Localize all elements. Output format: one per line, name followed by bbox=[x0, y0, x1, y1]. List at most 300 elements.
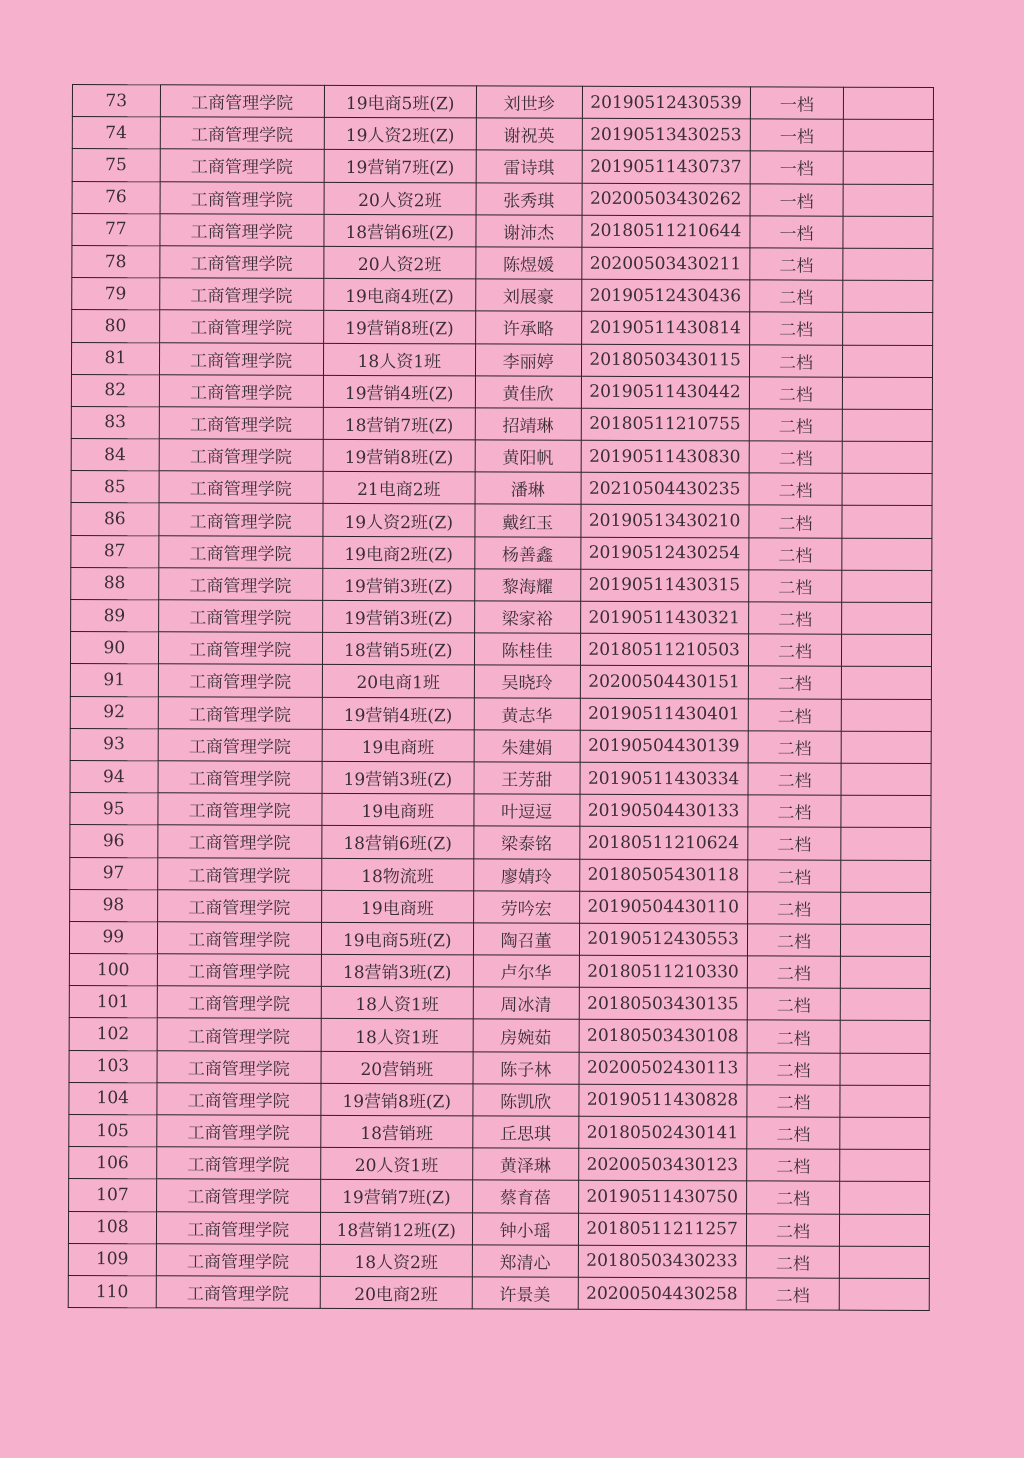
college-cell: 工商管理学院 bbox=[158, 568, 322, 601]
row-number: 74 bbox=[72, 117, 160, 149]
blank-cell bbox=[841, 956, 931, 989]
blank-cell bbox=[844, 119, 934, 152]
student-id-cell: 20190511430814 bbox=[581, 312, 749, 345]
student-name-cell: 黎海耀 bbox=[474, 569, 580, 602]
college-cell: 工商管理学院 bbox=[156, 1179, 320, 1212]
table-row bbox=[69, 954, 930, 989]
college-cell: 工商管理学院 bbox=[158, 793, 322, 826]
level-cell: 二档 bbox=[749, 312, 843, 345]
table-row bbox=[69, 1082, 930, 1117]
student-id-cell: 20200503430262 bbox=[582, 183, 750, 216]
college-cell: 工商管理学院 bbox=[159, 471, 323, 504]
class-cell: 19电商班 bbox=[322, 794, 474, 827]
row-number: 89 bbox=[71, 599, 159, 631]
student-name-cell: 丘思琪 bbox=[473, 1116, 579, 1149]
table-row bbox=[71, 374, 932, 409]
row-number: 78 bbox=[72, 245, 160, 277]
row-number: 103 bbox=[69, 1050, 157, 1082]
blank-cell bbox=[841, 892, 931, 925]
student-id-cell: 20190511430737 bbox=[582, 151, 750, 184]
class-cell: 19人资2班(Z) bbox=[324, 118, 476, 151]
student-name-cell: 招靖琳 bbox=[475, 408, 581, 441]
level-cell: 二档 bbox=[746, 1181, 840, 1214]
table-row bbox=[68, 1211, 929, 1246]
blank-cell bbox=[843, 313, 933, 346]
level-cell: 二档 bbox=[749, 280, 843, 313]
table-row bbox=[72, 213, 933, 248]
college-cell: 工商管理学院 bbox=[156, 1211, 320, 1244]
student-id-cell: 20190513430253 bbox=[582, 118, 750, 151]
college-cell: 工商管理学院 bbox=[160, 181, 324, 214]
row-number: 80 bbox=[72, 310, 160, 342]
student-name-cell: 郑清心 bbox=[472, 1245, 578, 1278]
class-cell: 19人资2班(Z) bbox=[323, 504, 475, 537]
row-number: 102 bbox=[69, 1018, 157, 1050]
level-cell: 二档 bbox=[747, 956, 841, 989]
college-cell: 工商管理学院 bbox=[160, 214, 324, 247]
level-cell: 一档 bbox=[750, 87, 844, 120]
level-cell: 二档 bbox=[748, 731, 842, 764]
class-cell: 18物流班 bbox=[321, 858, 473, 891]
student-name-cell: 劳吟宏 bbox=[473, 891, 579, 924]
table-row bbox=[71, 599, 932, 634]
college-cell: 工商管理学院 bbox=[159, 407, 323, 440]
blank-cell bbox=[840, 1053, 930, 1086]
student-name-cell: 陈煜媛 bbox=[476, 247, 582, 280]
class-cell: 20人资2班 bbox=[324, 246, 476, 279]
class-cell: 20电商1班 bbox=[322, 665, 474, 698]
student-name-cell: 梁泰铭 bbox=[474, 826, 580, 859]
student-id-cell: 20180503430135 bbox=[579, 988, 747, 1021]
blank-cell bbox=[840, 1214, 930, 1247]
student-name-cell: 雷诗琪 bbox=[476, 150, 582, 183]
table-row bbox=[70, 825, 931, 860]
level-cell: 二档 bbox=[749, 473, 843, 506]
student-name-cell: 陈凯欣 bbox=[473, 1084, 579, 1117]
table-row bbox=[69, 1050, 930, 1085]
student-id-cell: 20190504430133 bbox=[579, 794, 747, 827]
student-id-cell: 20190511430401 bbox=[580, 698, 748, 731]
blank-cell bbox=[842, 570, 932, 603]
college-cell: 工商管理学院 bbox=[159, 278, 323, 311]
row-number: 92 bbox=[70, 696, 158, 728]
student-id-cell: 20180511210624 bbox=[579, 827, 747, 860]
table-row bbox=[70, 664, 931, 699]
table-row bbox=[71, 503, 932, 538]
class-cell: 19电商班 bbox=[322, 729, 474, 762]
blank-cell bbox=[843, 377, 933, 410]
student-id-cell: 20190511430315 bbox=[580, 569, 748, 602]
college-cell: 工商管理学院 bbox=[160, 149, 324, 182]
table-row bbox=[68, 1243, 929, 1278]
student-id-cell: 20200504430151 bbox=[580, 666, 748, 699]
class-cell: 19电商4班(Z) bbox=[323, 279, 475, 312]
student-name-cell: 张秀琪 bbox=[476, 182, 582, 215]
table-row bbox=[69, 1114, 930, 1149]
class-cell: 19营销3班(Z) bbox=[322, 568, 474, 601]
level-cell: 二档 bbox=[746, 1278, 840, 1311]
student-name-cell: 戴红玉 bbox=[475, 504, 581, 537]
level-cell: 二档 bbox=[747, 988, 841, 1021]
row-number: 98 bbox=[70, 889, 158, 921]
blank-cell bbox=[840, 1246, 930, 1279]
blank-cell bbox=[843, 280, 933, 313]
student-name-cell: 吴晓玲 bbox=[474, 665, 580, 698]
student-name-cell: 叶逗逗 bbox=[474, 794, 580, 827]
level-cell: 二档 bbox=[748, 795, 842, 828]
table-row bbox=[69, 921, 930, 956]
table-row bbox=[70, 889, 931, 924]
blank-cell bbox=[843, 248, 933, 281]
student-id-cell: 20190511430830 bbox=[581, 440, 749, 473]
student-name-cell: 蔡育蓓 bbox=[472, 1180, 578, 1213]
student-name-cell: 陈子林 bbox=[473, 1052, 579, 1085]
student-id-cell: 20180505430118 bbox=[579, 859, 747, 892]
blank-cell bbox=[841, 795, 931, 828]
student-id-cell: 20200504430258 bbox=[578, 1277, 746, 1310]
blank-cell bbox=[841, 924, 931, 957]
level-cell: 二档 bbox=[749, 505, 843, 538]
student-id-cell: 20190512430254 bbox=[580, 537, 748, 570]
table-row bbox=[71, 342, 932, 377]
student-name-cell: 钟小瑶 bbox=[472, 1212, 578, 1245]
student-id-cell: 20180511210330 bbox=[579, 955, 747, 988]
level-cell: 二档 bbox=[749, 537, 843, 570]
class-cell: 18人资2班 bbox=[320, 1244, 472, 1277]
table-row bbox=[69, 1147, 930, 1182]
table-row bbox=[69, 986, 930, 1021]
level-cell: 二档 bbox=[746, 1213, 840, 1246]
row-number: 84 bbox=[71, 439, 159, 471]
table-row bbox=[69, 1179, 930, 1214]
table-row bbox=[70, 696, 931, 731]
class-cell: 20营销班 bbox=[321, 1051, 473, 1084]
table-row bbox=[72, 149, 933, 184]
row-number: 77 bbox=[72, 213, 160, 245]
row-number: 106 bbox=[69, 1147, 157, 1179]
row-number: 104 bbox=[69, 1082, 157, 1114]
blank-cell bbox=[841, 763, 931, 796]
blank-cell bbox=[841, 828, 931, 861]
level-cell: 二档 bbox=[747, 1085, 841, 1118]
blank-cell bbox=[841, 731, 931, 764]
student-name-cell: 陈桂佳 bbox=[474, 633, 580, 666]
student-name-cell: 卢尔华 bbox=[473, 955, 579, 988]
blank-cell bbox=[842, 441, 932, 474]
student-name-cell: 黄泽琳 bbox=[472, 1148, 578, 1181]
college-cell: 工商管理学院 bbox=[157, 825, 321, 858]
class-cell: 20电商2班 bbox=[320, 1276, 472, 1309]
blank-cell bbox=[842, 506, 932, 539]
college-cell: 工商管理学院 bbox=[157, 889, 321, 922]
student-id-cell: 20190504430110 bbox=[579, 891, 747, 924]
table-row bbox=[70, 728, 931, 763]
student-name-cell: 刘展豪 bbox=[476, 279, 582, 312]
table-row bbox=[71, 406, 932, 441]
level-cell: 二档 bbox=[748, 763, 842, 796]
level-cell: 一档 bbox=[750, 119, 844, 152]
college-cell: 工商管理学院 bbox=[157, 1050, 321, 1083]
student-roster-table bbox=[68, 84, 934, 1311]
table-row bbox=[71, 439, 932, 474]
blank-cell bbox=[840, 1021, 930, 1054]
student-name-cell: 谢祝英 bbox=[476, 118, 582, 151]
table-row bbox=[72, 310, 933, 345]
student-id-cell: 20190511430828 bbox=[578, 1084, 746, 1117]
college-cell: 工商管理学院 bbox=[159, 503, 323, 536]
student-id-cell: 20180511210644 bbox=[581, 215, 749, 248]
row-number: 105 bbox=[69, 1114, 157, 1146]
table-row bbox=[72, 278, 933, 313]
table-row bbox=[72, 85, 933, 120]
college-cell: 工商管理学院 bbox=[156, 1147, 320, 1180]
row-number: 75 bbox=[72, 149, 160, 181]
student-id-cell: 20190511430334 bbox=[580, 762, 748, 795]
student-id-cell: 20180503430115 bbox=[581, 344, 749, 377]
table-row bbox=[72, 181, 933, 216]
student-id-cell: 20200502430113 bbox=[579, 1052, 747, 1085]
level-cell: 二档 bbox=[749, 409, 843, 442]
blank-cell bbox=[840, 1182, 930, 1215]
college-cell: 工商管理学院 bbox=[159, 374, 323, 407]
student-name-cell: 黄佳欣 bbox=[475, 376, 581, 409]
blank-cell bbox=[842, 699, 932, 732]
row-number: 73 bbox=[72, 85, 160, 117]
student-id-cell: 20190513430210 bbox=[580, 505, 748, 538]
row-number: 88 bbox=[71, 567, 159, 599]
student-name-cell: 房婉茹 bbox=[473, 1019, 579, 1052]
class-cell: 19营销4班(Z) bbox=[322, 697, 474, 730]
college-cell: 工商管理学院 bbox=[158, 664, 322, 697]
row-number: 93 bbox=[70, 728, 158, 760]
student-id-cell: 20190511430750 bbox=[578, 1181, 746, 1214]
blank-cell bbox=[844, 87, 934, 120]
level-cell: 二档 bbox=[747, 1052, 841, 1085]
table-row bbox=[70, 760, 931, 795]
student-name-cell: 梁家裕 bbox=[474, 601, 580, 634]
table-row bbox=[69, 1018, 930, 1053]
college-cell: 工商管理学院 bbox=[160, 117, 324, 150]
row-number: 87 bbox=[71, 535, 159, 567]
table-row bbox=[72, 117, 933, 152]
blank-cell bbox=[840, 1149, 930, 1182]
student-id-cell: 20190511430321 bbox=[580, 601, 748, 634]
class-cell: 18营销6班(Z) bbox=[324, 214, 476, 247]
class-cell: 18营销班 bbox=[321, 1115, 473, 1148]
student-id-cell: 20190504430139 bbox=[580, 730, 748, 763]
row-number: 97 bbox=[70, 857, 158, 889]
class-cell: 18人资1班 bbox=[321, 987, 473, 1020]
college-cell: 工商管理学院 bbox=[156, 1115, 320, 1148]
level-cell: 二档 bbox=[748, 827, 842, 860]
college-cell: 工商管理学院 bbox=[158, 729, 322, 762]
student-name-cell: 黄阳帆 bbox=[475, 440, 581, 473]
table-row bbox=[71, 471, 932, 506]
blank-cell bbox=[843, 345, 933, 378]
blank-cell bbox=[842, 538, 932, 571]
college-cell: 工商管理学院 bbox=[157, 922, 321, 955]
student-name-cell: 潘琳 bbox=[475, 472, 581, 505]
student-name-cell: 王芳甜 bbox=[474, 762, 580, 795]
row-number: 109 bbox=[68, 1243, 156, 1275]
blank-cell bbox=[843, 184, 933, 217]
class-cell: 19电商2班(Z) bbox=[323, 536, 475, 569]
level-cell: 一档 bbox=[750, 151, 844, 184]
table-row bbox=[68, 1275, 929, 1310]
level-cell: 二档 bbox=[746, 1149, 840, 1182]
row-number: 91 bbox=[70, 664, 158, 696]
class-cell: 19营销4班(Z) bbox=[323, 375, 475, 408]
blank-cell bbox=[841, 988, 931, 1021]
college-cell: 工商管理学院 bbox=[157, 986, 321, 1019]
level-cell: 二档 bbox=[749, 441, 843, 474]
row-number: 82 bbox=[71, 374, 159, 406]
level-cell: 二档 bbox=[747, 924, 841, 957]
class-cell: 18营销3班(Z) bbox=[321, 954, 473, 987]
row-number: 110 bbox=[68, 1275, 156, 1307]
class-cell: 18人资1班 bbox=[323, 343, 475, 376]
table-row bbox=[70, 632, 931, 667]
level-cell: 一档 bbox=[750, 183, 844, 216]
student-id-cell: 20180503430233 bbox=[578, 1245, 746, 1278]
row-number: 90 bbox=[70, 632, 158, 664]
row-number: 76 bbox=[72, 181, 160, 213]
college-cell: 工商管理学院 bbox=[159, 439, 323, 472]
student-name-cell: 许承略 bbox=[475, 311, 581, 344]
row-number: 101 bbox=[69, 986, 157, 1018]
class-cell: 21电商2班 bbox=[323, 472, 475, 505]
college-cell: 工商管理学院 bbox=[157, 1018, 321, 1051]
level-cell: 二档 bbox=[748, 666, 842, 699]
class-cell: 19营销8班(Z) bbox=[323, 311, 475, 344]
student-id-cell: 20200503430123 bbox=[578, 1148, 746, 1181]
student-id-cell: 20180503430108 bbox=[579, 1020, 747, 1053]
class-cell: 18营销7班(Z) bbox=[323, 407, 475, 440]
blank-cell bbox=[840, 1117, 930, 1150]
blank-cell bbox=[842, 602, 932, 635]
class-cell: 19营销3班(Z) bbox=[322, 761, 474, 794]
level-cell: 二档 bbox=[750, 248, 844, 281]
blank-cell bbox=[842, 634, 932, 667]
class-cell: 20人资2班 bbox=[324, 182, 476, 215]
college-cell: 工商管理学院 bbox=[158, 696, 322, 729]
blank-cell bbox=[840, 1278, 930, 1311]
table-row bbox=[71, 567, 932, 602]
level-cell: 二档 bbox=[749, 377, 843, 410]
class-cell: 20人资1班 bbox=[320, 1148, 472, 1181]
table-row bbox=[70, 857, 931, 892]
student-name-cell: 周冰清 bbox=[473, 987, 579, 1020]
blank-cell bbox=[841, 860, 931, 893]
class-cell: 19营销7班(Z) bbox=[320, 1180, 472, 1213]
student-id-cell: 20200503430211 bbox=[581, 247, 749, 280]
student-id-cell: 20190511430442 bbox=[581, 376, 749, 409]
table-row bbox=[70, 793, 931, 828]
college-cell: 工商管理学院 bbox=[159, 310, 323, 343]
college-cell: 工商管理学院 bbox=[159, 246, 323, 279]
blank-cell bbox=[842, 667, 932, 700]
class-cell: 18营销12班(Z) bbox=[320, 1212, 472, 1245]
class-cell: 19营销7班(Z) bbox=[324, 150, 476, 183]
student-id-cell: 20190512430539 bbox=[582, 86, 750, 119]
row-number: 108 bbox=[68, 1211, 156, 1243]
blank-cell bbox=[840, 1085, 930, 1118]
class-cell: 18营销6班(Z) bbox=[322, 826, 474, 859]
blank-cell bbox=[843, 216, 933, 249]
level-cell: 二档 bbox=[748, 634, 842, 667]
row-number: 85 bbox=[71, 471, 159, 503]
student-id-cell: 20180511211257 bbox=[578, 1213, 746, 1246]
student-name-cell: 杨善鑫 bbox=[475, 537, 581, 570]
college-cell: 工商管理学院 bbox=[157, 1083, 321, 1116]
college-cell: 工商管理学院 bbox=[156, 1276, 320, 1309]
class-cell: 19营销8班(Z) bbox=[323, 439, 475, 472]
student-id-cell: 20180511210755 bbox=[581, 408, 749, 441]
college-cell: 工商管理学院 bbox=[158, 632, 322, 665]
college-cell: 工商管理学院 bbox=[160, 85, 324, 118]
level-cell: 二档 bbox=[746, 1117, 840, 1150]
row-number: 100 bbox=[69, 954, 157, 986]
level-cell: 二档 bbox=[749, 344, 843, 377]
student-id-cell: 20190512430436 bbox=[581, 279, 749, 312]
college-cell: 工商管理学院 bbox=[157, 857, 321, 890]
blank-cell bbox=[843, 409, 933, 442]
table-row bbox=[72, 245, 933, 280]
class-cell: 18人资1班 bbox=[321, 1019, 473, 1052]
student-name-cell: 黄志华 bbox=[474, 697, 580, 730]
level-cell: 二档 bbox=[747, 892, 841, 925]
student-id-cell: 20190512430553 bbox=[579, 923, 747, 956]
class-cell: 19电商5班(Z) bbox=[324, 85, 476, 118]
row-number: 96 bbox=[70, 825, 158, 857]
row-number: 95 bbox=[70, 793, 158, 825]
class-cell: 19电商班 bbox=[321, 890, 473, 923]
student-name-cell: 朱建娟 bbox=[474, 730, 580, 763]
class-cell: 19营销3班(Z) bbox=[322, 600, 474, 633]
roster-body bbox=[68, 85, 933, 1311]
college-cell: 工商管理学院 bbox=[158, 600, 322, 633]
level-cell: 二档 bbox=[746, 1246, 840, 1279]
row-number: 83 bbox=[71, 406, 159, 438]
college-cell: 工商管理学院 bbox=[156, 1244, 320, 1277]
level-cell: 二档 bbox=[747, 1020, 841, 1053]
level-cell: 一档 bbox=[750, 216, 844, 249]
student-name-cell: 廖婧玲 bbox=[473, 858, 579, 891]
student-name-cell: 李丽婷 bbox=[475, 343, 581, 376]
class-cell: 19电商5班(Z) bbox=[321, 922, 473, 955]
student-id-cell: 20180511210503 bbox=[580, 633, 748, 666]
blank-cell bbox=[844, 152, 934, 185]
row-number: 86 bbox=[71, 503, 159, 535]
blank-cell bbox=[842, 473, 932, 506]
student-name-cell: 陶召董 bbox=[473, 923, 579, 956]
class-cell: 18营销5班(Z) bbox=[322, 633, 474, 666]
student-id-cell: 20210504430235 bbox=[581, 473, 749, 506]
college-cell: 工商管理学院 bbox=[157, 954, 321, 987]
level-cell: 二档 bbox=[747, 859, 841, 892]
student-name-cell: 谢沛杰 bbox=[476, 215, 582, 248]
table-row bbox=[71, 535, 932, 570]
student-id-cell: 20180502430141 bbox=[578, 1116, 746, 1149]
class-cell: 19营销8班(Z) bbox=[321, 1083, 473, 1116]
student-name-cell: 许景美 bbox=[472, 1277, 578, 1310]
level-cell: 二档 bbox=[748, 602, 842, 635]
level-cell: 二档 bbox=[748, 698, 842, 731]
row-number: 94 bbox=[70, 760, 158, 792]
level-cell: 二档 bbox=[748, 570, 842, 603]
row-number: 107 bbox=[69, 1179, 157, 1211]
college-cell: 工商管理学院 bbox=[158, 535, 322, 568]
